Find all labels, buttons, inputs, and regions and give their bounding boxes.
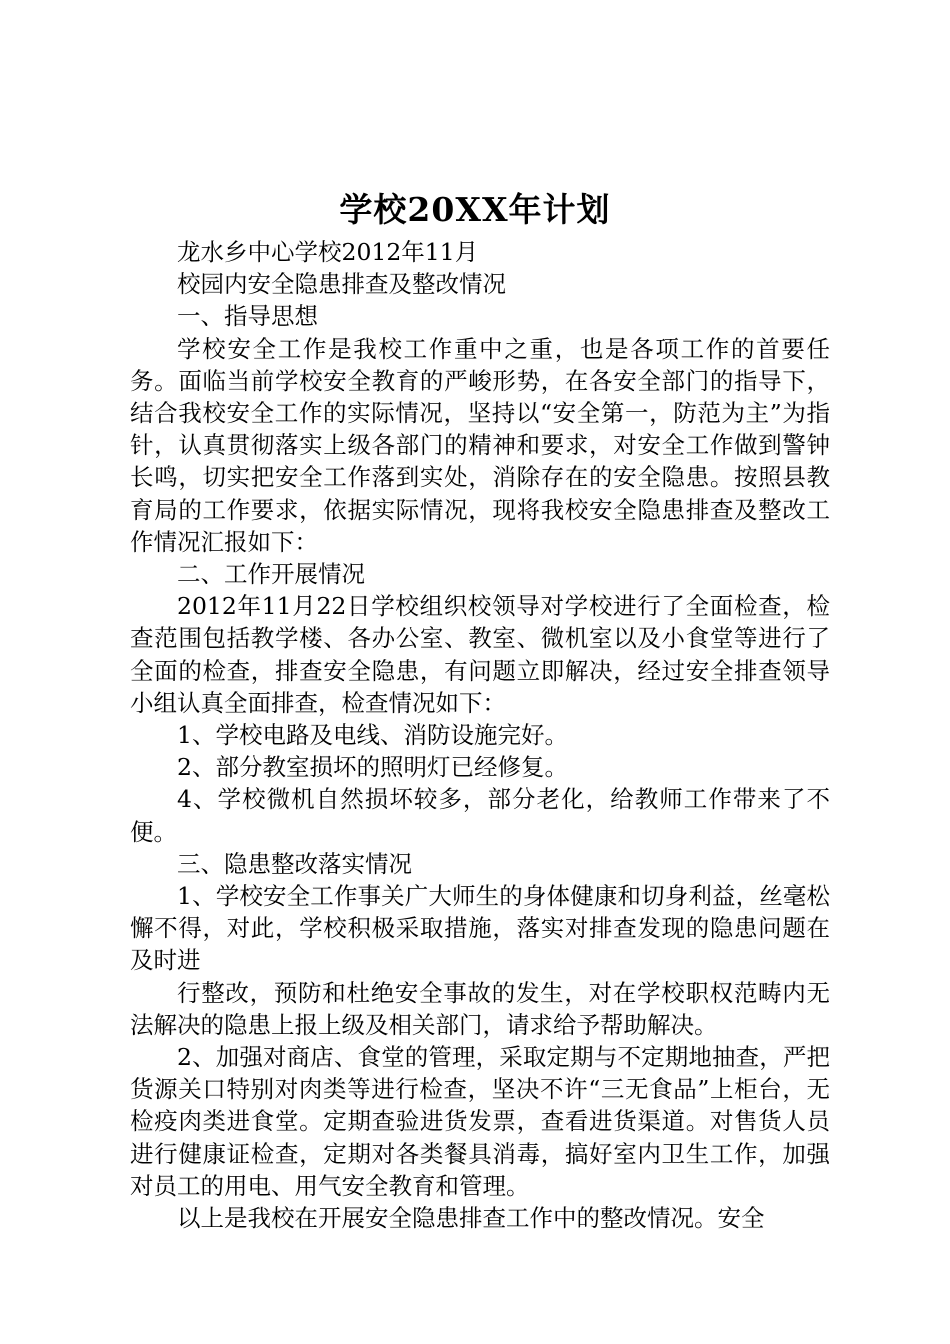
section-heading-1: 一、指导思想 bbox=[177, 302, 318, 331]
paragraph: 行整改，预防和杜绝安全事故的发生，对在学校职权范畴内无法解决的隐患上报上级及相关部门，请求给予帮助解决。 bbox=[130, 978, 830, 1039]
paragraph-subtitle: 校园内安全隐患排查及整改情况 bbox=[177, 270, 506, 299]
section-heading-2: 二、工作开展情况 bbox=[177, 560, 365, 589]
paragraph: 以上是我校在开展安全隐患排查工作中的整改情况。安全 bbox=[177, 1204, 765, 1233]
paragraph: 学校安全工作是我校工作重中之重，也是各项工作的首要任务。面临当前学校安全教育的严峻形势，在各安全部门的指导下，结合我校安全工作的实际情况，坚持以“安全第一，防范为主”为指针，认真贯彻落实上级各部门的精神和要求，对安全工作做到警钟长鸣，切实把安全工作落到实处，消除存在的安全隐患。按照县教育局的工作要求，依据实际情况，现将我校安全隐患排查及整改工作情况汇报如下： bbox=[130, 334, 830, 556]
paragraph: 2012年11月22日学校组织校领导对学校进行了全面检查，检查范围包括教学楼、各办公室、教室、微机室以及小食堂等进行了全面的检查，排查安全隐患，有问题立即解决，经过安全排查领导小组认真全面排查，检查情况如下： bbox=[130, 592, 830, 717]
document-title: 学校20XX年计划 bbox=[339, 190, 611, 229]
list-item: 4、学校微机自然损坏较多，部分老化，给教师工作带来了不便。 bbox=[130, 785, 830, 846]
paragraph: 2、加强对商店、食堂的管理，采取定期与不定期地抽查，严把货源关口特别对肉类等进行检查，坚决不许“三无食品”上柜台，无检疫肉类进食堂。定期查验进货发票，查看进货渠道。对售货人员进行健康证检查，定期对各类餐具消毒，搞好室内卫生工作，加强对员工的用电、用气安全教育和管理。 bbox=[130, 1043, 830, 1200]
paragraph-school-date: 龙水乡中心学校2012年11月 bbox=[177, 238, 479, 266]
document-body bbox=[130, 236, 830, 1234]
section-heading-3: 三、隐患整改落实情况 bbox=[177, 849, 412, 878]
list-item: 1、学校电路及电线、消防设施完好。 bbox=[177, 721, 568, 750]
paragraph: 1、学校安全工作事关广大师生的身体健康和切身利益，丝毫松懈不得，对此，学校积极采取措施，落实对排查发现的隐患问题在及时进 bbox=[130, 882, 830, 975]
list-item: 2、部分教室损坏的照明灯已经修复。 bbox=[177, 753, 568, 782]
